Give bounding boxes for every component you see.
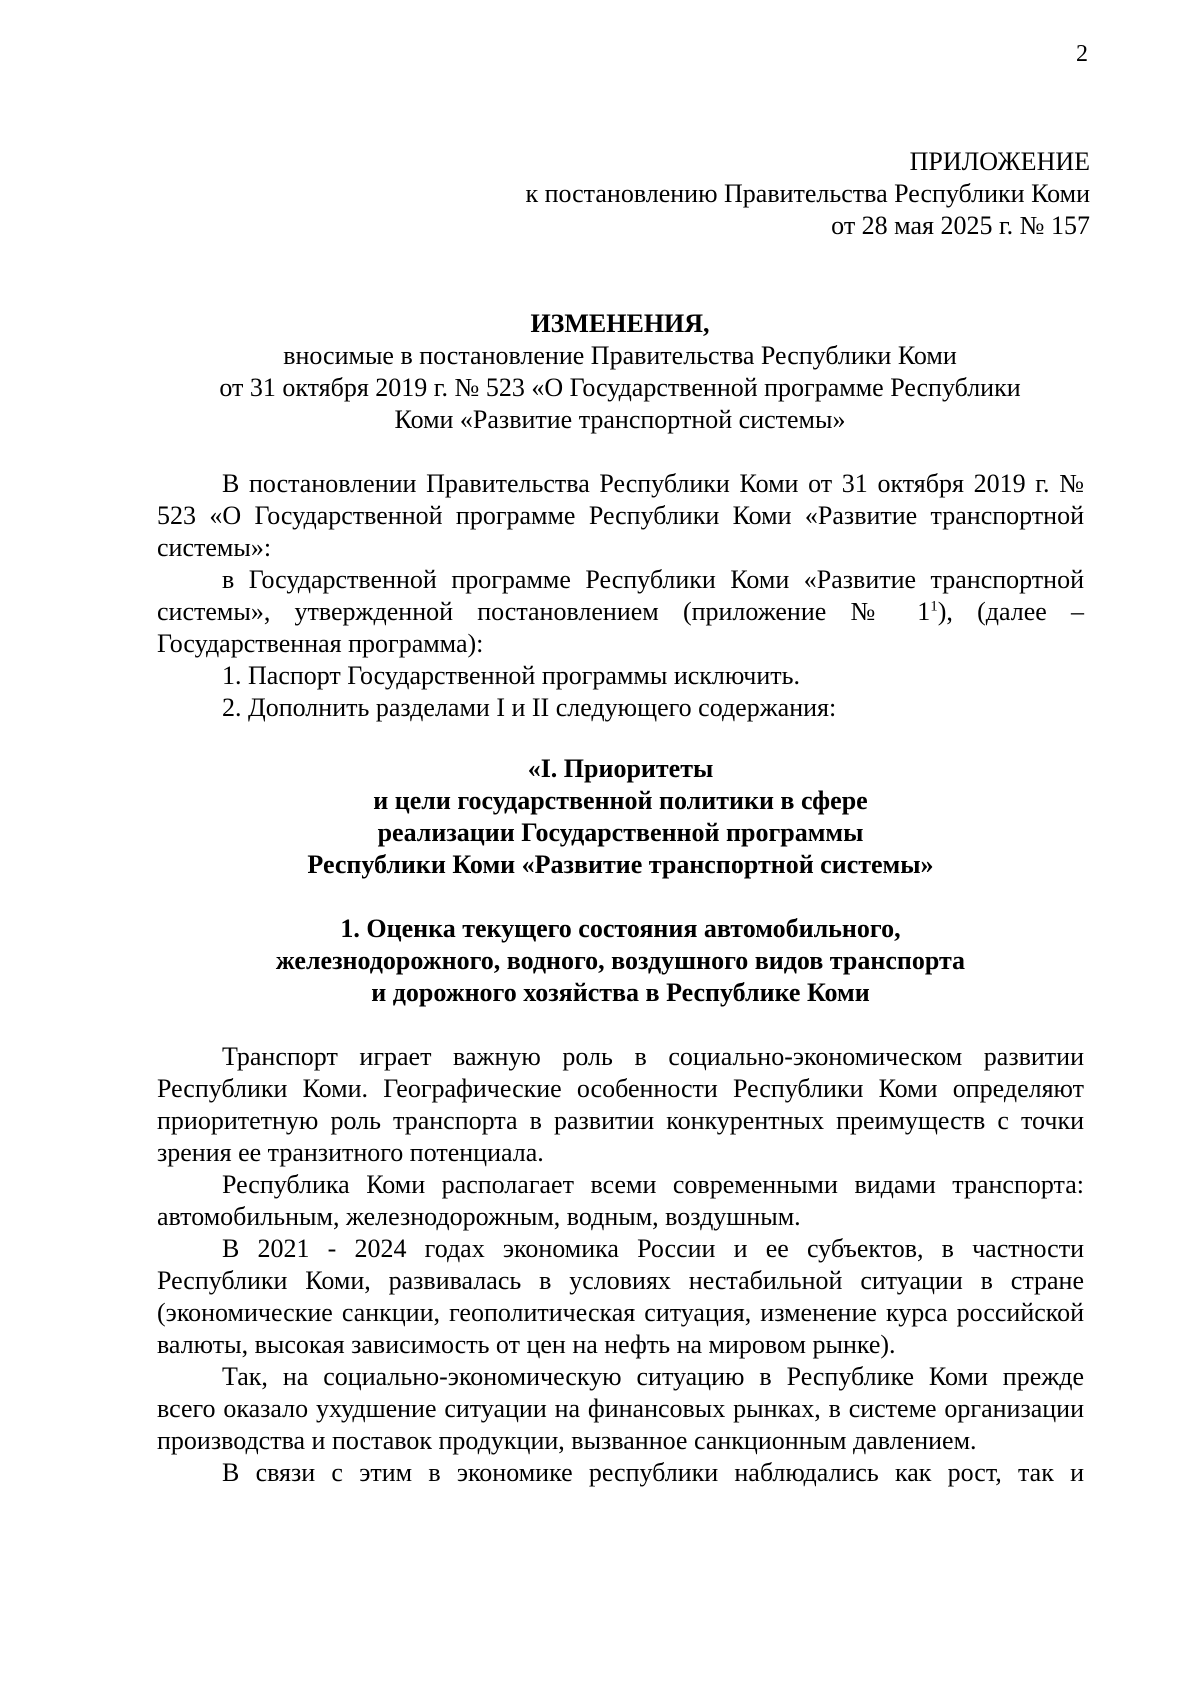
subsection-1-line-3: и дорожного хозяйства в Республике Коми — [371, 978, 870, 1007]
heading-line-3: Коми «Развитие транспортной системы» — [394, 405, 846, 434]
appendix-line-1: к постановлению Правительства Республики Коми — [525, 179, 1090, 208]
footnote-superscript: 1 — [930, 598, 938, 615]
intro-item-1: 1. Паспорт Государственной программы исключить. — [222, 661, 801, 690]
appendix-header — [525, 146, 1090, 242]
body-paragraph-2: Республика Коми располагает всеми современными видами транспорта: автомобильным, железнодорожным, водным, воздушным. — [157, 1170, 1084, 1231]
intro-item-2: 2. Дополнить разделами I и II следующего содержания: — [222, 693, 837, 722]
section-1-line-2: и цели государственной политики в сфере — [373, 786, 868, 815]
document-heading — [150, 308, 1090, 436]
body-paragraph-1: Транспорт играет важную роль в социально-экономическом развитии Республики Коми. Географические особенности Республики Коми определяют приоритетную роль транспорта в развитии конкурентных преимуществ с точки зрения ее транзитного потенциала. — [157, 1042, 1084, 1167]
section-1-line-1: «I. Приоритеты — [527, 754, 714, 783]
intro-paragraph-2-start: в Государственной программе Республики Коми «Развитие транспортной системы», утвержденной постановлением (приложение № 1 — [157, 565, 1084, 626]
intro-paragraph-2-end: ), (далее – Государственная программа): — [157, 597, 1084, 658]
body-paragraph-4: Так, на социально-экономическую ситуацию в Республике Коми прежде всего оказало ухудшение ситуации на финансовых рынках, в системе организации производства и поставок продукции, вызванное санкционным давлением. — [157, 1362, 1084, 1455]
section-1-line-4: Республики Коми «Развитие транспортной системы» — [307, 850, 934, 879]
heading-line-1: вносимые в постановление Правительства Республики Коми — [283, 341, 957, 370]
section-1-heading — [157, 753, 1084, 881]
subsection-1-line-2: железнодорожного, водного, воздушного видов транспорта — [275, 946, 966, 975]
body-paragraph-5: В связи с этим в экономике республики наблюдались как рост, так и — [222, 1458, 1084, 1487]
heading-line-2: от 31 октября 2019 г. № 523 «О Государственной программе Республики — [219, 373, 1021, 402]
body-text — [157, 1041, 1084, 1489]
intro-paragraph-1: В постановлении Правительства Республики Коми от 31 октября 2019 г. № 523 «О Государственной программе Республики Коми «Развитие транспортной системы»: — [157, 469, 1084, 562]
document-title: ИЗМЕНЕНИЯ, — [530, 309, 710, 338]
subsection-1-line-1: 1. Оценка текущего состояния автомобильного, — [340, 914, 901, 943]
intro-paragraph-2 — [157, 564, 1084, 660]
intro-block — [157, 468, 1084, 724]
appendix-line-2: от 28 мая 2025 г. № 157 — [831, 211, 1090, 240]
subsection-1-heading — [157, 913, 1084, 1009]
body-paragraph-3: В 2021 - 2024 годах экономика России и ее субъектов, в частности Республики Коми, развивалась в условиях нестабильной ситуации в стране (экономические санкции, геополитическая ситуация, изменение курса российской валюты, высокая зависимость от цен на нефть на мировом рынке). — [157, 1234, 1084, 1359]
section-1-line-3: реализации Государственной программы — [377, 818, 864, 847]
page-number: 2 — [1076, 41, 1088, 67]
appendix-title: ПРИЛОЖЕНИЕ — [909, 147, 1090, 176]
